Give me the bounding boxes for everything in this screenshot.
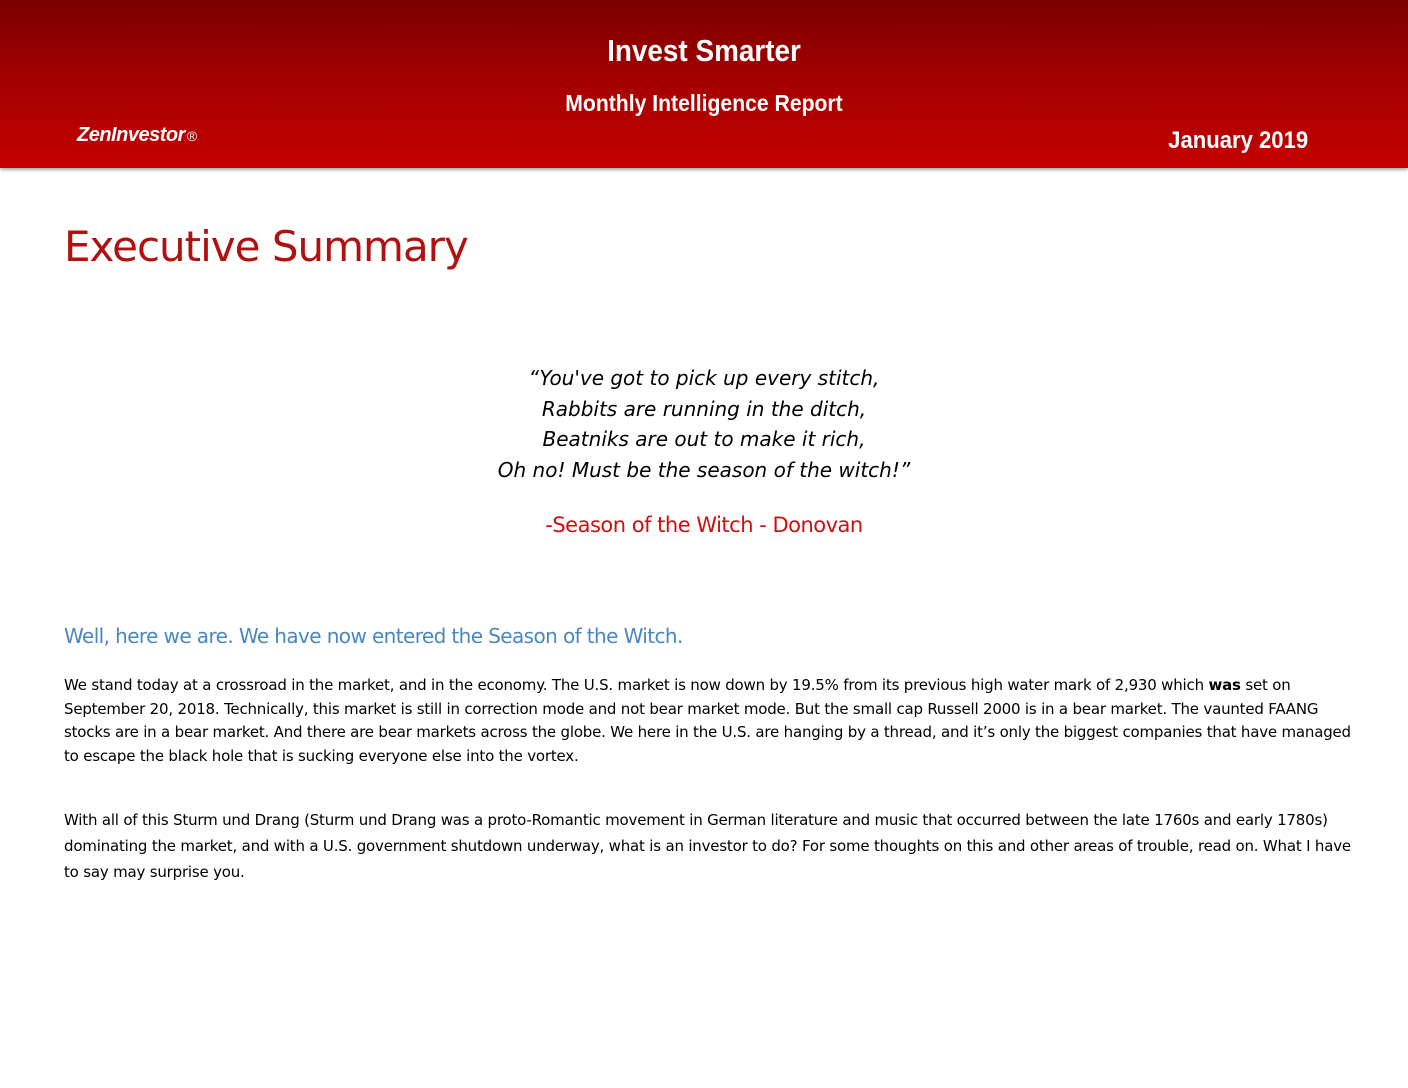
body-paragraph-2: With all of this Sturm und Drang (Sturm und Drang was a proto-Romantic movement in German literature and music that occurred between the late 1760s and early 1780s) dominating the market, and with a U.S. government shutdown underway, what is an investor to do? For some thoughts on this and other areas of trouble, read on. What I have to say may surprise you. [64, 811, 1351, 881]
epigraph-quote [0, 363, 1408, 485]
paragraph-text: set on September 20, 2018. Technically, this market is still in correction mode and not bear market mode. But the small cap Russell 2000 is in a bear market. The vaunted FAANG stocks are in a bear market. And there are bear markets across the globe. We here in the U.S. are hanging by a thread, and it’s only the biggest companies that have managed to escape the black hole that is sucking everyone else into the vortex. [64, 676, 1351, 765]
brand-logo [77, 124, 197, 147]
body-paragraph-1 [64, 674, 1354, 768]
quote-line: Rabbits are running in the ditch, [541, 396, 867, 421]
bold-word: was [1208, 676, 1241, 694]
report-header-band [0, 0, 1408, 168]
section-title: Executive Summary [64, 222, 468, 271]
quote-attribution: -Season of the Witch - Donovan [545, 513, 863, 537]
paragraph-text: We stand today at a crossroad in the market, and in the economy. The U.S. market is now down by 19.5% from its previous high water mark of 2,930 which [64, 676, 1209, 694]
quote-line: Oh no! Must be the season of the witch!” [497, 457, 911, 482]
registered-mark: ® [186, 128, 197, 144]
quote-line: “You've got to pick up every stitch, [528, 366, 880, 390]
report-date: January 2019 [1168, 127, 1308, 154]
report-subtitle: Monthly Intelligence Report [565, 90, 843, 116]
article-subheading: Well, here we are. We have now entered the Season of the Witch. [64, 624, 683, 648]
report-title: Invest Smarter [607, 33, 801, 68]
quote-line: Beatniks are out to make it rich, [542, 427, 866, 451]
brand-name: ZenInvestor [77, 124, 185, 146]
